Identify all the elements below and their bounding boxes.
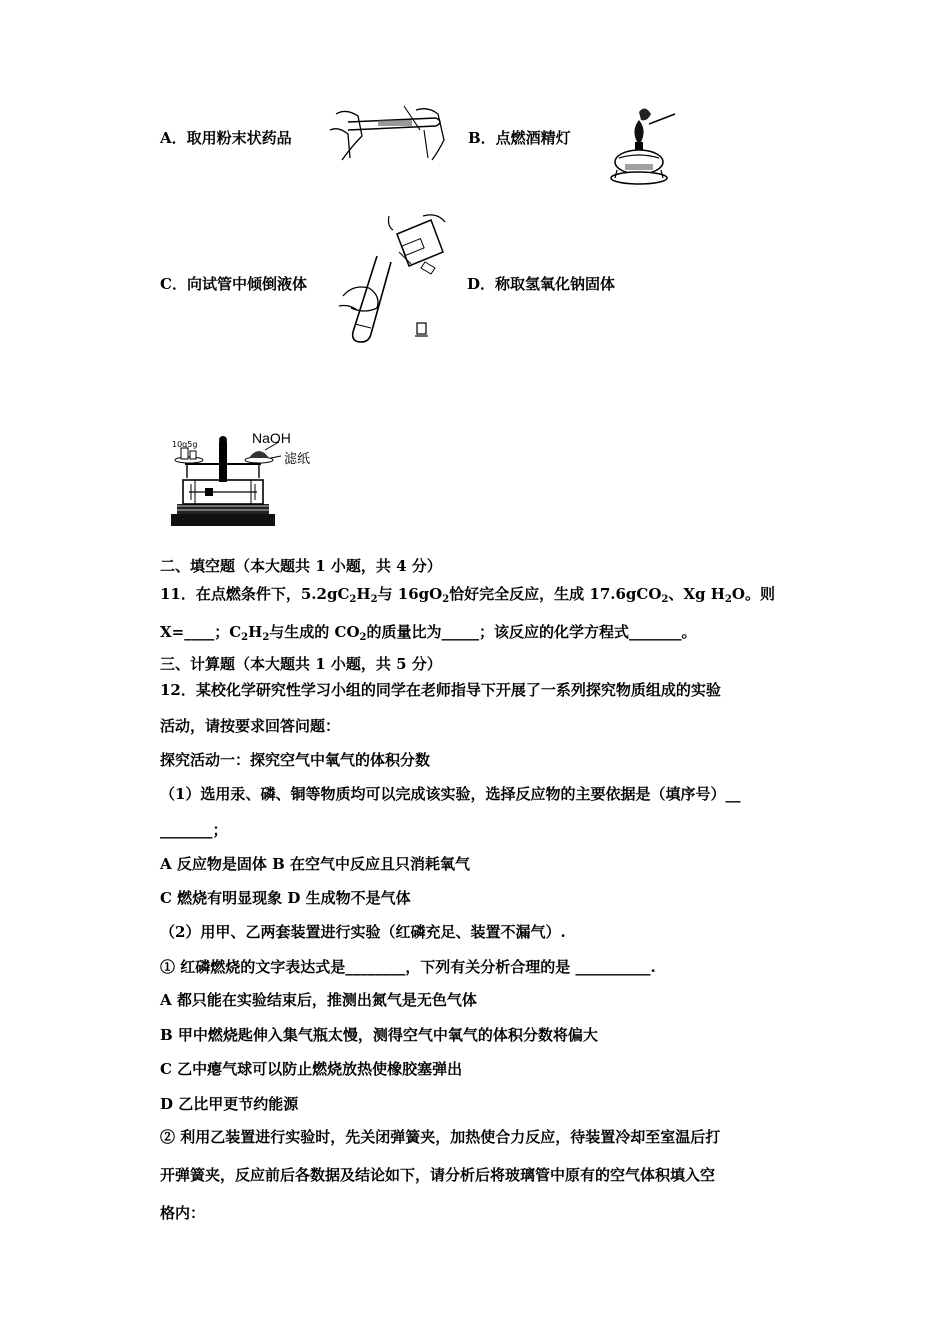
q12-circle2-line3: 格内： [160, 1204, 206, 1222]
pouring-liquid-illustration [335, 212, 447, 344]
q12-sub2: （2）用甲、乙两套装置进行实验（红磷充足、装置不漏气）. [160, 923, 566, 941]
q12-sub1-line1: （1）选用汞、磷、铜等物质均可以完成该实验，选择反应物的主要依据是（填序号）__ [160, 785, 741, 803]
section3-heading: 三、计算题（本大题共 1 小题，共 5 分） [160, 655, 442, 673]
q12-options-ab: A 反应物是固体 B 在空气中反应且只消耗氧气 [160, 855, 470, 873]
option-d-label: D．称取氢氧化钠固体 [467, 275, 616, 293]
option-c-label: C．向试管中倾倒液体 [160, 275, 307, 293]
option-a-label: A．取用粉末状药品 [160, 129, 292, 147]
q12-circle1-c: C 乙中瘪气球可以防止燃烧放热使橡胶塞弹出 [160, 1060, 463, 1078]
balance-naoh-label: NaOH [252, 430, 291, 446]
q12-circle1: ① 红磷燃烧的文字表达式是________，下列有关分析合理的是 __________. [160, 958, 656, 976]
q12-sub1-line2: _______； [160, 821, 228, 839]
q12-activity1: 探究活动一：探究空气中氧气的体积分数 [160, 751, 431, 769]
option-b-label: B．点燃酒精灯 [468, 129, 571, 147]
q12-circle2-line1: ② 利用乙装置进行实验时，先关闭弹簧夹，加热使合力反应，待装置冷却至室温后打 [160, 1128, 721, 1146]
q12-circle1-d: D 乙比甲更节约能源 [160, 1095, 299, 1113]
q12-line2: 活动，请按要求回答问题： [160, 717, 341, 735]
balance-paper-label: 滤纸 [284, 452, 311, 467]
section2-heading: 二、填空题（本大题共 1 小题，共 4 分） [160, 557, 442, 575]
q12-circle1-a: A 都只能在实验结束后，推测出氮气是无色气体 [160, 991, 477, 1009]
alcohol-lamp-illustration [605, 104, 681, 186]
q12-options-cd: C 燃烧有明显现象 D 生成物不是气体 [160, 889, 411, 907]
q12-circle2-line2: 开弹簧夹，反应前后各数据及结论如下，请分析后将玻璃管中原有的空气体积填入空 [160, 1166, 716, 1184]
q12-line1: 12．某校化学研究性学习小组的同学在老师指导下开展了一系列探究物质组成的实验 [160, 681, 721, 699]
small-box-mark [414, 321, 430, 339]
balance-weights-label: 10g5g [172, 440, 198, 449]
q12-circle1-b: B 甲中燃烧匙伸入集气瓶太慢，测得空气中氧气的体积分数将偏大 [160, 1026, 598, 1044]
q11-line2: X=____；$C_2H_2$与生成的 $CO_2$的质量比为_____；该反应的化学方程式_______。 [160, 623, 697, 643]
powder-sampling-illustration [328, 100, 450, 162]
q11-line1: 11．在点燃条件下，$5.2gC_2H_2$与 $16gO_2$恰好完全反应，生成 17.6gCO$_2$、Xg $H_2O$。则 [160, 585, 775, 605]
